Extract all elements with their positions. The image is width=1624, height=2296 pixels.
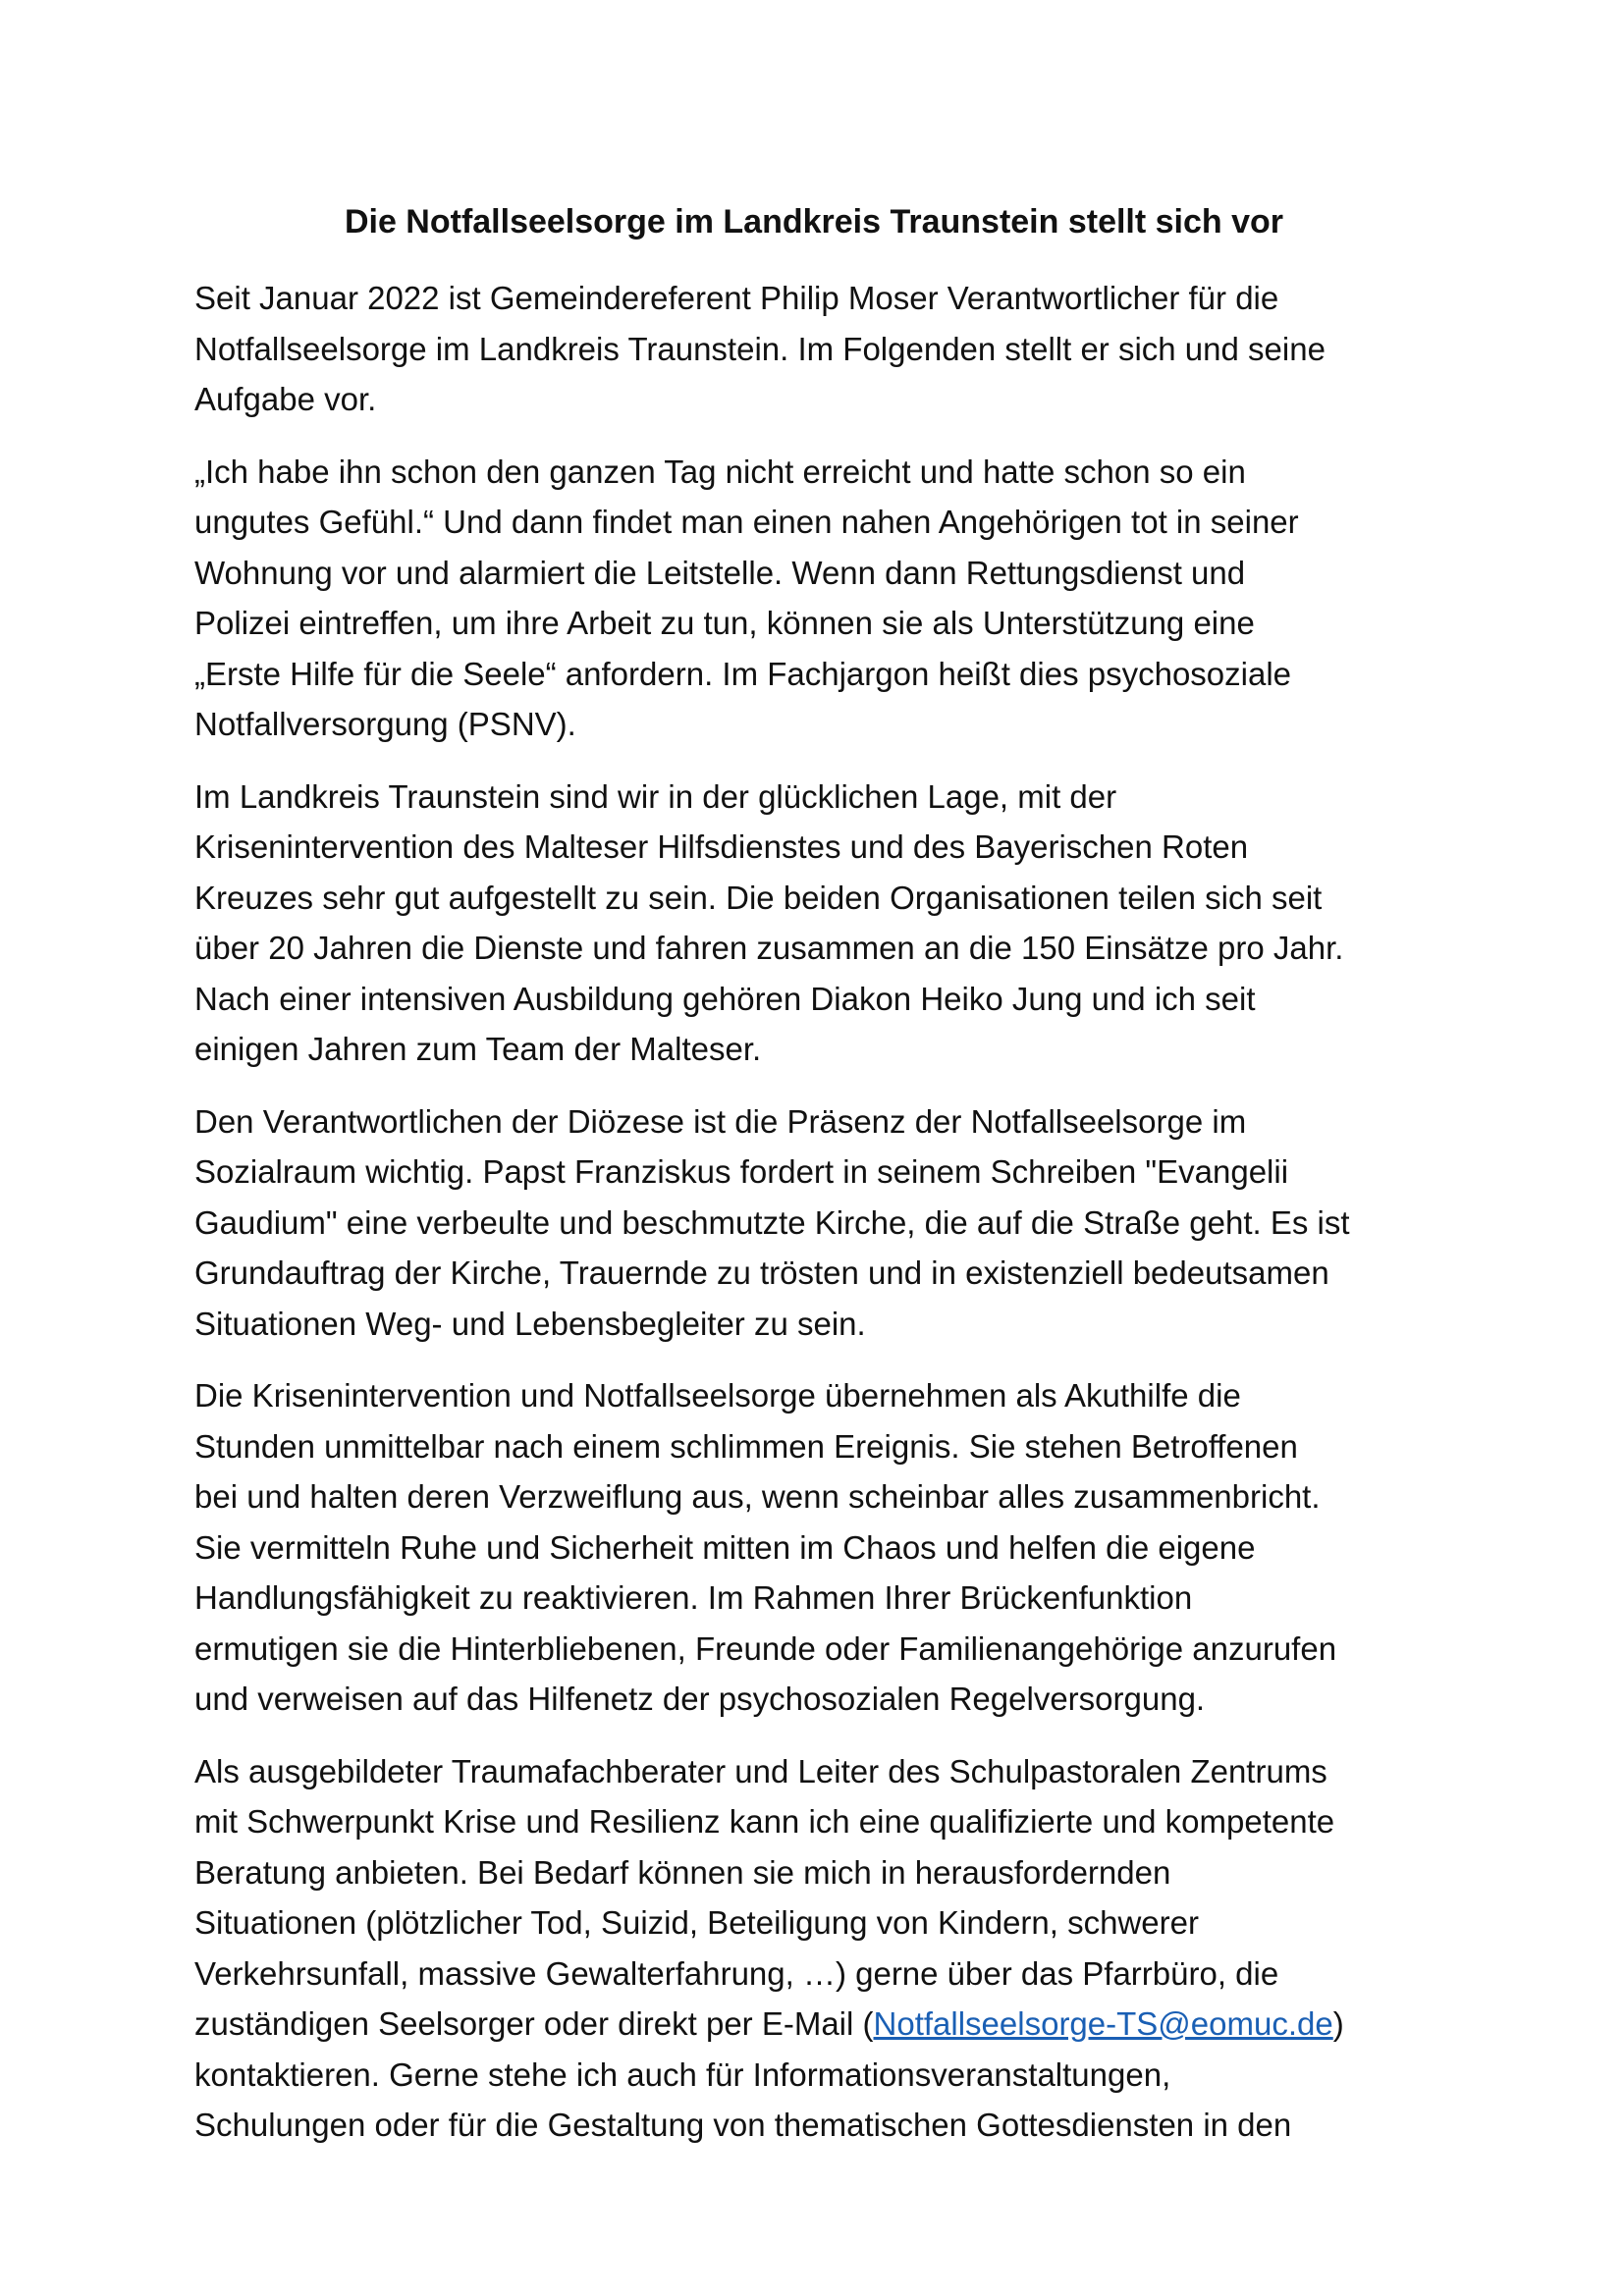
text-line: Situationen Weg- und Lebensbegleiter zu sein. [194,1305,866,1342]
text-line: Grundauftrag der Kirche, Trauernde zu trösten und in existenziell bedeutsamen [194,1255,1329,1291]
text-line: Wohnung vor und alarmiert die Leitstelle. Wenn dann Rettungsdienst und [194,554,1246,591]
text-line: „Erste Hilfe für die Seele“ anfordern. Im Fachjargon heißt dies psychosoziale [194,655,1292,692]
text-line: Nach einer intensiven Ausbildung gehören Diakon Heiko Jung und ich seit [194,980,1256,1017]
text-line: Seit Januar 2022 ist Gemeindereferent Philip Moser Verantwortlicher für die [194,280,1279,316]
text-line: Schulungen oder für die Gestaltung von thematischen Gottesdiensten in den [194,2107,1292,2143]
paragraph-scenario [194,447,1434,750]
document-body [194,192,1434,2172]
text-line: Situationen (plötzlicher Tod, Suizid, Beteiligung von Kindern, schwerer [194,1904,1199,1941]
paragraph-diocese [194,1096,1434,1350]
paragraph-organisations [194,772,1434,1075]
text-line: Verkehrsunfall, massive Gewalterfahrung, …) gerne über das Pfarrbüro, die [194,1954,1279,1992]
text-line: Die Krisenintervention und Notfallseelsorge übernehmen als Akuthilfe die [194,1377,1241,1414]
text-line-with-email [194,1999,1434,2050]
text-line: Als ausgebildeter Traumafachberater und Leiter des Schulpastoralen Zentrums [194,1752,1327,1789]
text-line: Polizei eintreffen, um ihre Arbeit zu tun, können sie als Unterstützung eine [194,605,1255,641]
paragraph-contact [194,1746,1434,2151]
text-line: Sie vermitteln Ruhe und Sicherheit mitten im Chaos und helfen die eigene [194,1528,1256,1566]
email-link[interactable]: Notfallseelsorge-TS@eomuc.de [873,2005,1333,2042]
text-line: „Ich habe ihn schon den ganzen Tag nicht erreicht und hatte schon so ein [194,453,1246,490]
text-line: Notfallversorgung (PSNV). [194,706,576,742]
paragraph-intro [194,273,1434,425]
text-line: und verweisen auf das Hilfenetz der psychosozialen Regelversorgung. [194,1681,1206,1717]
document-title: Die Notfallseelsorge im Landkreis Traunstein stellt sich vor [344,203,1284,240]
text-line: Stunden unmittelbar nach einem schlimmen Ereignis. Sie stehen Betroffenen [194,1427,1298,1465]
text-line: Sozialraum wichtig. Papst Franziskus fordert in seinem Schreiben "Evangelii [194,1153,1289,1190]
text-line: Krisenintervention des Malteser Hilfsdienstes und des Bayerischen Roten [194,828,1249,865]
text-line: einigen Jahren zum Team der Malteser. [194,1031,762,1067]
text-line: kontaktieren. Gerne stehe ich auch für Informationsveranstaltungen, [194,2056,1171,2093]
text-line: Den Verantwortlichen der Diözese ist die Präsenz der Notfallseelsorge im [194,1102,1247,1140]
text-line: über 20 Jahren die Dienste und fahren zusammen an die 150 Einsätze pro Jahr. [194,930,1344,966]
email-line-prefix: zuständigen Seelsorger oder direkt per E-Mail ( [194,2005,874,2042]
text-line: Gaudium" eine verbeulte und beschmutzte Kirche, die auf die Straße geht. Es ist [194,1203,1350,1241]
text-line: ungutes Gefühl.“ Und dann findet man einen nahen Angehörigen tot in seiner [194,504,1299,540]
email-line-suffix: ) [1332,2005,1344,2042]
text-line: Beratung anbieten. Bei Bedarf können sie mich in herausfordernden [194,1853,1171,1891]
text-line: Handlungsfähigkeit zu reaktivieren. Im Rahmen Ihrer Brückenfunktion [194,1579,1193,1616]
text-line: ermutigen sie die Hinterbliebenen, Freunde oder Familienangehörige anzurufen [194,1629,1337,1667]
paragraph-acute-help [194,1370,1434,1725]
text-line: mit Schwerpunkt Krise und Resilienz kann ich eine qualifizierte und kompetente [194,1803,1335,1840]
text-line: Notfallseelsorge im Landkreis Traunstein. Im Folgenden stellt er sich und seine [194,330,1326,367]
text-line: Im Landkreis Traunstein sind wir in der glücklichen Lage, mit der [194,777,1117,815]
text-line: Kreuzes sehr gut aufgestellt zu sein. Die beiden Organisationen teilen sich seit [194,879,1323,916]
text-line: bei und halten deren Verzweiflung aus, wenn scheinbar alles zusammenbricht. [194,1478,1321,1515]
text-line: Aufgabe vor. [194,381,377,417]
